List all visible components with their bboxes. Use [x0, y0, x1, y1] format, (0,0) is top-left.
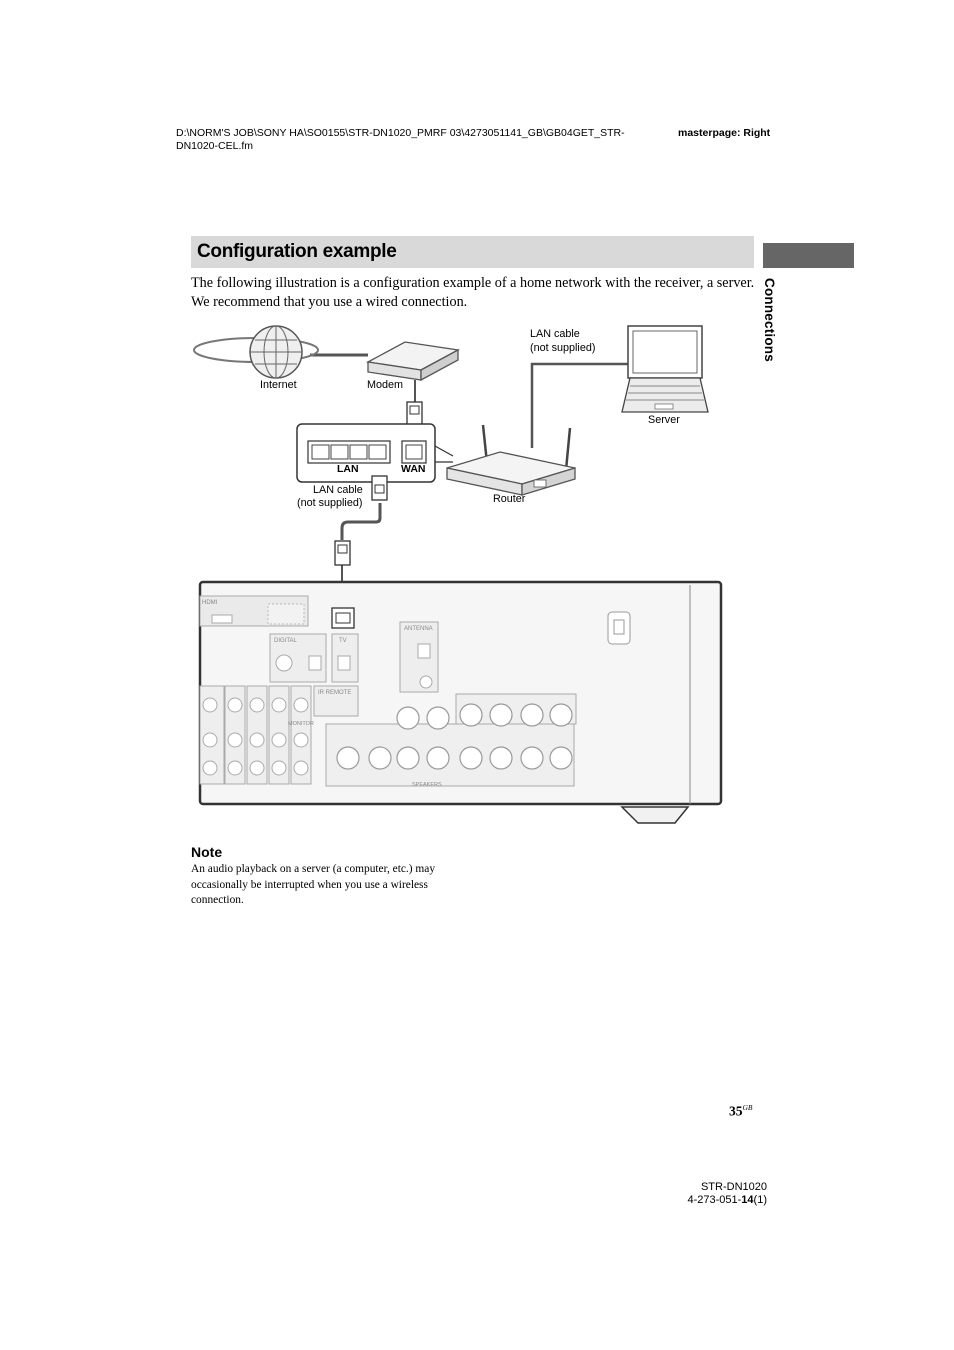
digital-label: DIGITAL: [274, 638, 297, 644]
internet-label: Internet: [260, 379, 297, 391]
side-tab-marker: [763, 243, 854, 268]
page-number: $35^{GB}$: [729, 1103, 753, 1119]
monitor-label: MONITOR: [288, 721, 314, 727]
masterpage-label: masterpage: Right: [678, 127, 771, 139]
section-title: Configuration example: [197, 241, 397, 262]
hdmi-label: HDMI: [202, 600, 218, 606]
section-heading-bar: [191, 236, 754, 268]
side-tab-label: Connections: [762, 278, 777, 362]
router-server-cable: [532, 364, 628, 448]
modem-label: Modem: [367, 379, 404, 391]
server-label: Server: [648, 414, 680, 426]
router-icon: [447, 425, 575, 495]
internet-globe-icon: [194, 326, 318, 378]
wan-port-label: WAN: [401, 463, 426, 475]
tv-label: TV: [339, 638, 347, 644]
router-port-callout: [297, 424, 453, 482]
intro-paragraph: The following illustration is a configuration example of a home network with the receiver, a server. We recommend that you use a wired connection.: [191, 275, 755, 310]
model-number: STR-DN1020 4-273-051-14(1): [660, 1181, 767, 1206]
ir-remote-label: IR REMOTE: [318, 690, 352, 696]
note-text: An audio playback on a server (a computer, etc.) may occasionally be interrupted when you use a wireless connection.: [191, 863, 436, 907]
lan-cable-left-label-1: LAN cable: [313, 484, 363, 496]
receiver-rear-panel: [200, 582, 721, 823]
part-number: 4-273-051-14(1): [687, 1193, 767, 1206]
server-laptop-icon: [622, 326, 708, 412]
antenna-label: ANTENNA: [404, 626, 433, 632]
note-title: Note: [191, 844, 223, 860]
network-configuration-diagram: [190, 320, 735, 835]
lan-port-label: LAN: [337, 463, 359, 475]
file-path-header: D:\NORM'S JOB\SONY HA\SO0155\STR-DN1020_PMRF 03\4273051141_GB\GB04GET_STR-DN1020-CEL.fm: [176, 127, 625, 152]
lan-cable-left-label-2: (not supplied): [297, 497, 363, 509]
lan-cable-top-label-2: (not supplied): [530, 342, 596, 354]
lan-cable-top-label-1: LAN cable: [530, 328, 580, 340]
modem-icon: [368, 342, 458, 380]
router-label: Router: [493, 493, 526, 505]
speakers-label: SPEAKERS: [412, 782, 442, 788]
